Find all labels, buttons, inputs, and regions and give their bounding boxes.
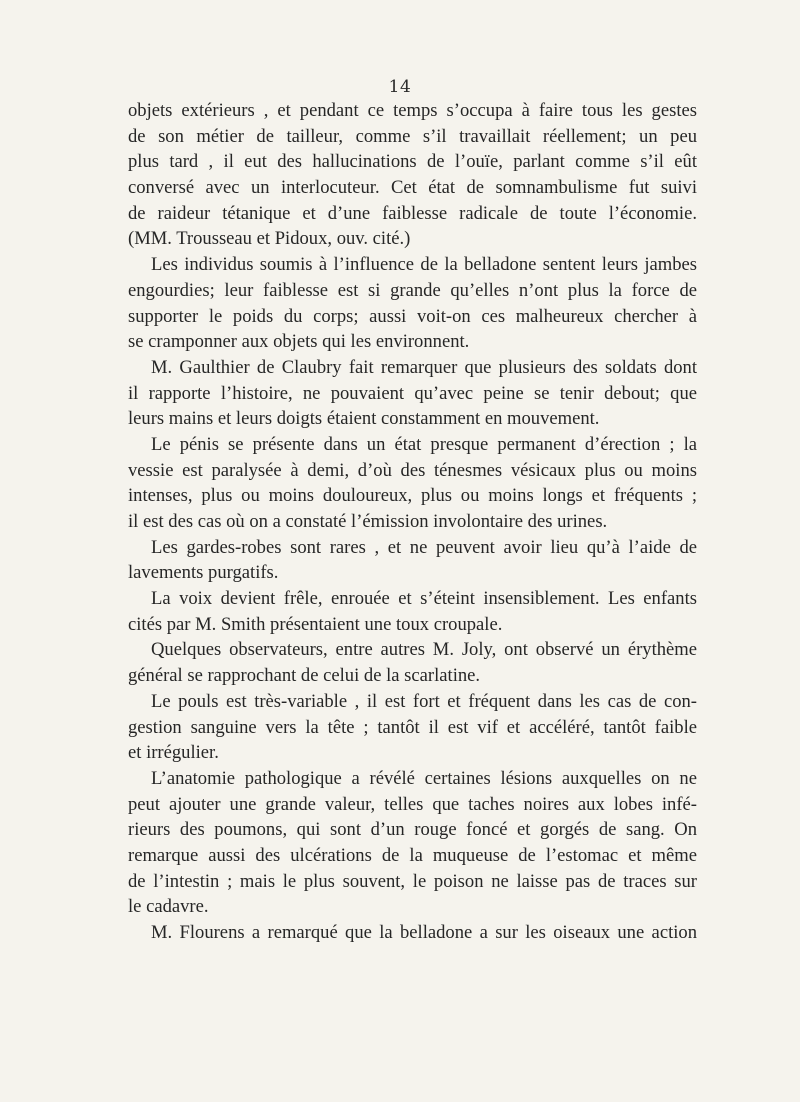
text-line: il est des cas où on a constaté l’émission involontaire des urines. xyxy=(128,511,608,532)
page-number: 14 xyxy=(388,77,412,97)
text-line: remarque aussi des ulcérations de la muqueuse de l’estomac et même xyxy=(128,844,697,866)
text-line: lavements purgatifs. xyxy=(128,562,279,584)
text-line: de l’intestin ; mais le plus souvent, le poison ne laisse pas de traces sur xyxy=(128,870,697,892)
text-line: (MM. Trousseau et Pidoux, ouv. cité.) xyxy=(128,228,411,250)
text-line: et irrégulier. xyxy=(128,742,219,764)
text-line: objets extérieurs , et pendant ce temps s’occupa à faire tous les gestes xyxy=(128,100,697,121)
text-line: conversé avec un interlocuteur. Cet état de somnambulisme fut suivi xyxy=(128,177,697,199)
text-line: de son métier de tailleur, comme s’il travaillait réellement; un peu xyxy=(128,125,697,147)
text-line: Les gardes-robes sont rares , et ne peuvent avoir lieu qu’à l’aide de xyxy=(151,536,697,558)
text-line: de raideur tétanique et d’une faiblesse radicale de toute l’économie. xyxy=(128,202,697,224)
text-line: cités par M. Smith présentaient une toux croupale. xyxy=(128,613,503,635)
text-line: M. Gaulthier de Claubry fait remarquer que plusieurs des soldats dont xyxy=(151,356,697,378)
text-line: vessie est paralysée à demi, d’où des ténesmes vésicaux plus ou moins xyxy=(128,459,697,481)
text-line: plus tard , il eut des hallucinations de l’ouïe, parlant comme s’il eût xyxy=(128,151,697,173)
text-line: Le pénis se présente dans un état presque permanent d’érection ; la xyxy=(151,433,697,455)
text-line: se cramponner aux objets qui les environnent. xyxy=(128,331,470,353)
text-line: peut ajouter une grande valeur, telles que taches noires aux lobes infé- xyxy=(128,793,697,815)
text-line: leurs mains et leurs doigts étaient constamment en mouvement. xyxy=(128,408,600,430)
text-line: L’anatomie pathologique a révélé certaines lésions auxquelles on ne xyxy=(151,767,697,789)
text-line: Quelques observateurs, entre autres M. Joly, ont observé un érythème xyxy=(151,639,697,661)
text-line: engourdies; leur faiblesse est si grande qu’elles n’ont plus la force de xyxy=(128,279,697,301)
text-line: intenses, plus ou moins douloureux, plus ou moins longs et fréquents ; xyxy=(128,485,697,507)
text-line: il rapporte l’histoire, ne pouvaient qu’avec peine se tenir debout; que xyxy=(128,382,697,404)
text-line: rieurs des poumons, qui sont d’un rouge foncé et gorgés de sang. On xyxy=(128,819,697,841)
text-line: le cadavre. xyxy=(128,896,209,918)
text-line: général se rapprochant de celui de la scarlatine. xyxy=(128,665,481,687)
text-line: supporter le poids du corps; aussi voit-on ces malheureux chercher à xyxy=(128,305,697,327)
text-line: M. Flourens a remarqué que la belladone a sur les oiseaux une action xyxy=(151,922,697,943)
text-line: Les individus soumis à l’influence de la belladone sentent leurs jambes xyxy=(151,254,697,276)
body-text xyxy=(128,98,697,946)
text-line: gestion sanguine vers la tête ; tantôt il est vif et accéléré, tantôt faible xyxy=(128,716,697,738)
text-line: Le pouls est très-variable , il est fort et fréquent dans les cas de con- xyxy=(151,690,697,712)
text-line: La voix devient frêle, enrouée et s’éteint insensiblement. Les enfants xyxy=(151,588,697,610)
